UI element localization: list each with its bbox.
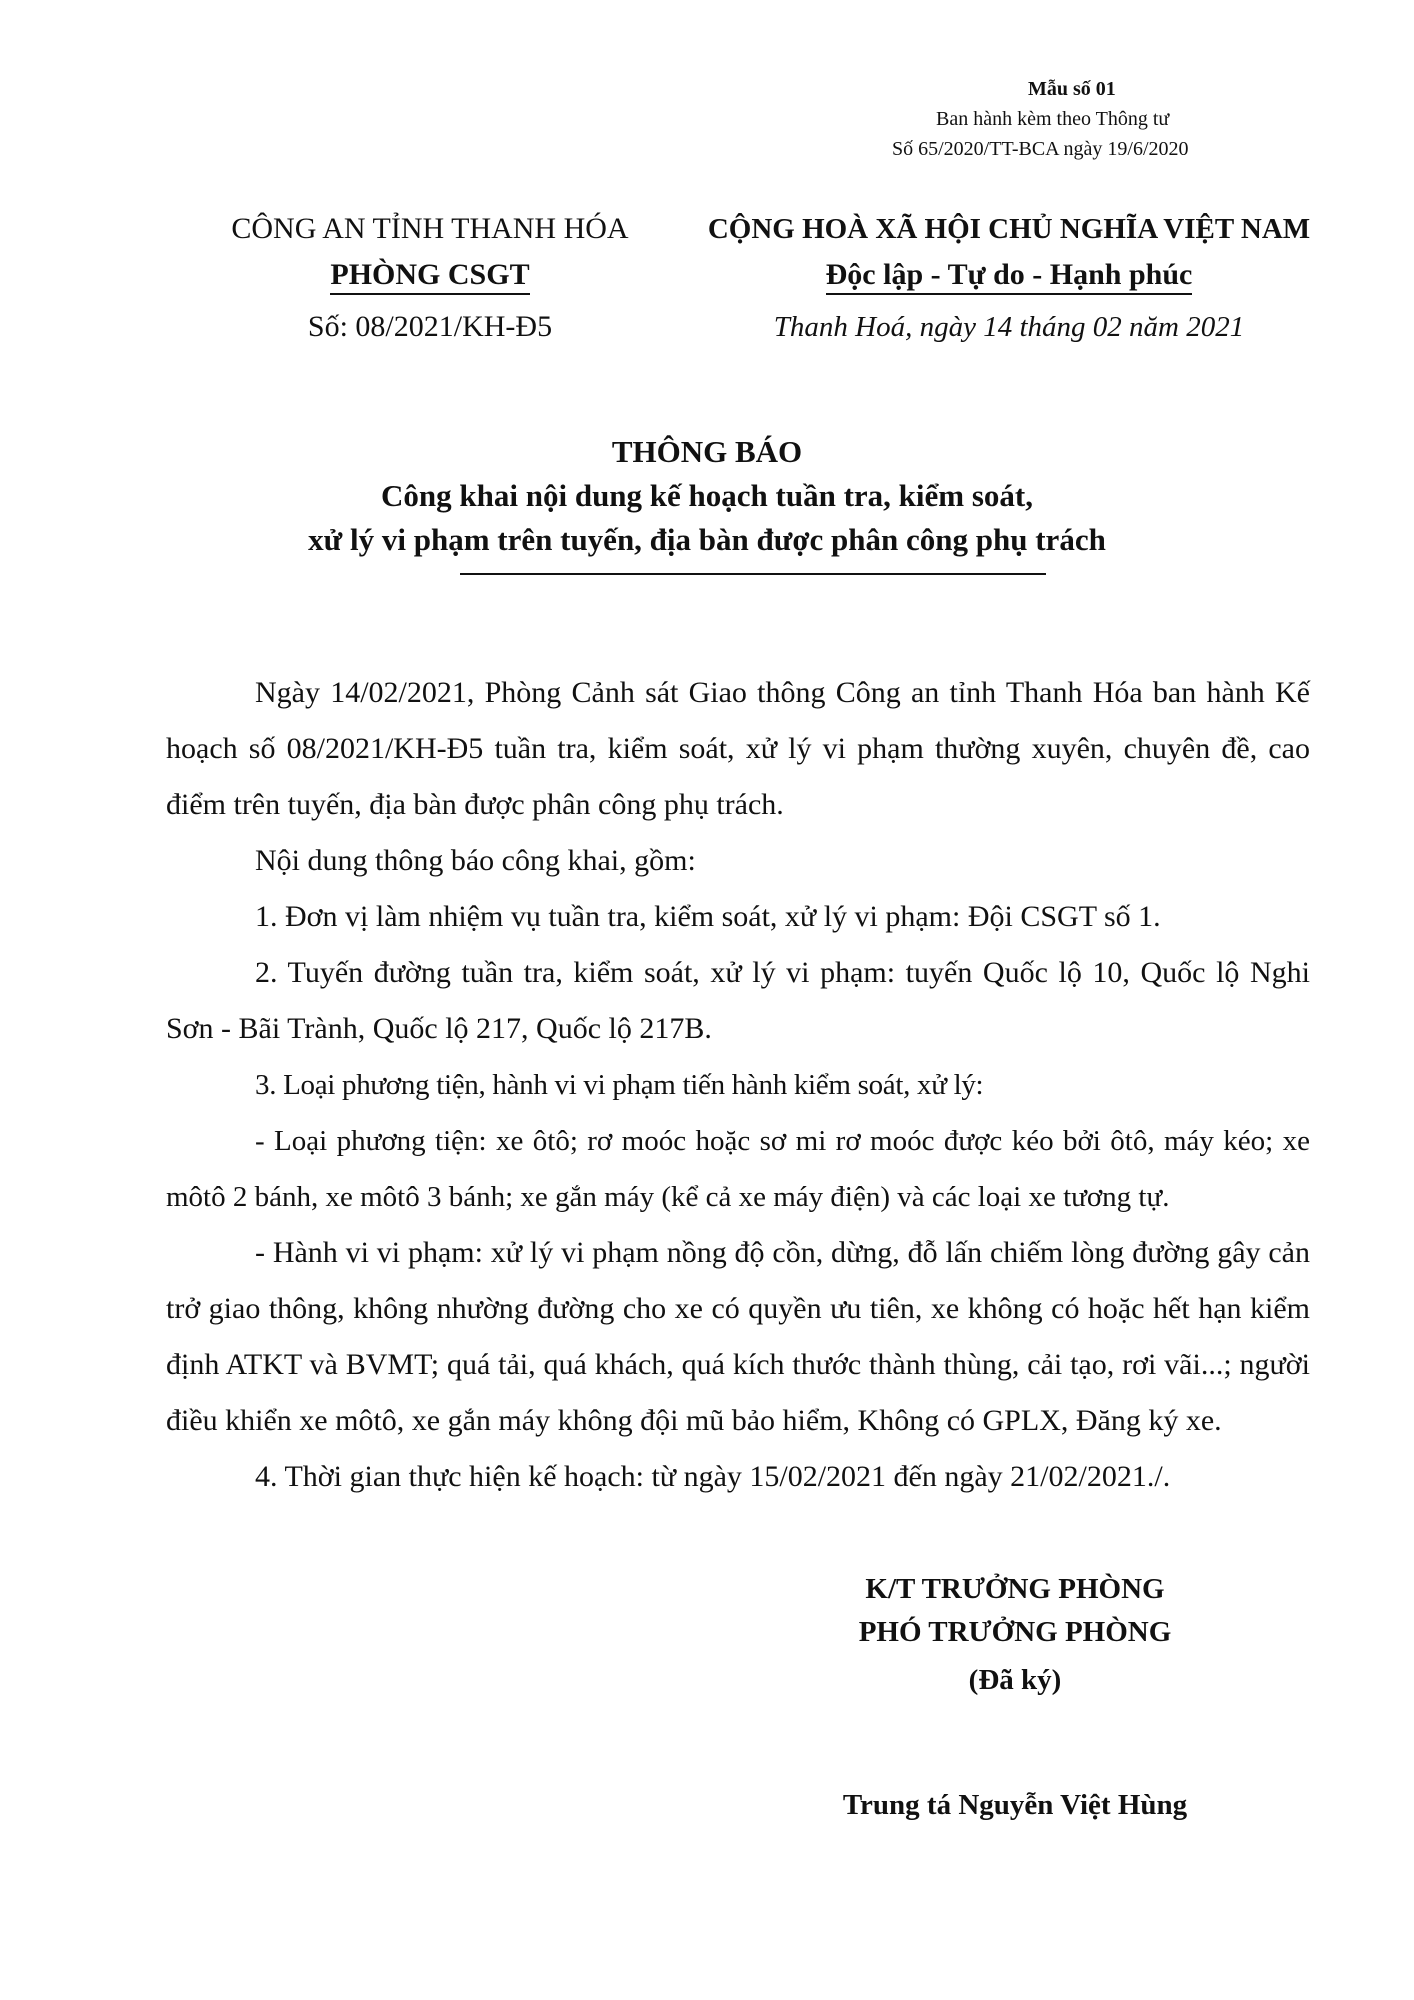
- item-vehicles-violations: 3. Loại phương tiện, hành vi vi phạm tiến hành kiểm soát, xử lý:: [255, 1069, 984, 1101]
- agency-name: CÔNG AN TỈNH THANH HÓA: [231, 212, 629, 245]
- on-behalf-title: K/T TRƯỞNG PHÒNG: [865, 1573, 1165, 1605]
- signer-name: Trung tá Nguyễn Việt Hùng: [842, 1789, 1188, 1821]
- place-date: Thanh Hoá, ngày 14 tháng 02 năm 2021: [773, 311, 1245, 343]
- item-unit: 1. Đơn vị làm nhiệm vụ tuần tra, kiểm soát, xử lý vi phạm: Đội CSGT số 1.: [255, 900, 1161, 933]
- signed-note: (Đã ký): [968, 1664, 1062, 1696]
- violation-types: - Hành vi vi phạm: xử lý vi phạm nồng độ cồn, dừng, đỗ lấn chiếm lòng đường gây cản trở giao thông, không nhường đường cho xe có quyền ưu tiên, xe không có hoặc hết hạn kiểm định ATKT và BVMT; quá tải, quá khách, quá kích thước thành thùng, cải tạo, rơi vãi...; người điều khiển xe môtô, xe gắn máy không đội mũ bảo hiểm, Không có GPLX, Đăng ký xe.: [166, 1236, 1310, 1437]
- item-routes: 2. Tuyến đường tuần tra, kiểm soát, xử lý vi phạm: tuyến Quốc lộ 10, Quốc lộ Nghi Sơn - Bãi Trành, Quốc lộ 217, Quốc lộ 217B.: [166, 956, 1310, 1045]
- form-note: [860, 74, 1290, 164]
- issued-with: Ban hành kèm theo Thông tư: [936, 108, 1170, 130]
- department-name-text: PHÒNG CSGT: [330, 258, 530, 291]
- motto-text: Độc lập - Tự do - Hạnh phúc: [825, 258, 1193, 291]
- title-subtitle-line2: xử lý vi phạm trên tuyến, địa bàn được phân công phụ trách: [308, 522, 1106, 557]
- document-title: [100, 430, 1314, 562]
- title-subtitle-line1: Công khai nội dung kế hoạch tuần tra, kiểm soát,: [381, 478, 1033, 513]
- contents-label: Nội dung thông báo công khai, gồm:: [255, 844, 696, 877]
- circular-ref: Số 65/2020/TT-BCA ngày 19/6/2020: [892, 138, 1189, 160]
- intro-paragraph: Ngày 14/02/2021, Phòng Cảnh sát Giao thông Công an tỉnh Thanh Hóa ban hành Kế hoạch số 08/2021/KH-Đ5 tuần tra, kiểm soát, xử lý vi phạm thường xuyên, chuyên đề, cao điểm trên tuyến, địa bàn được phân công phụ trách.: [166, 676, 1310, 821]
- document-body: [166, 665, 1310, 1505]
- title-heading: THÔNG BÁO: [611, 434, 803, 469]
- title-underline: [460, 573, 1046, 575]
- signature-block: [820, 1568, 1210, 1827]
- signature-space: [820, 1702, 1210, 1784]
- form-number: Mẫu số 01: [1028, 78, 1116, 100]
- issuing-agency-block: [160, 206, 700, 350]
- department-name: [160, 252, 700, 298]
- item-timeframe: 4. Thời gian thực hiện kế hoạch: từ ngày 15/02/2021 đến ngày 21/02/2021./.: [255, 1460, 1171, 1493]
- national-header-block: [664, 206, 1354, 350]
- signer-position: PHÓ TRƯỞNG PHÒNG: [858, 1616, 1172, 1648]
- document-number: Số: 08/2021/KH-Đ5: [307, 310, 553, 343]
- vehicle-types: - Loại phương tiện: xe ôtô; rơ moóc hoặc sơ mi rơ moóc được kéo bởi ôtô, máy kéo; xe môtô 2 bánh, xe môtô 3 bánh; xe gắn máy (kể cả xe máy điện) và các loại xe tương tự.: [166, 1125, 1310, 1213]
- motto: [664, 252, 1354, 298]
- nation-name: CỘNG HOÀ XÃ HỘI CHỦ NGHĨA VIỆT NAM: [707, 213, 1311, 245]
